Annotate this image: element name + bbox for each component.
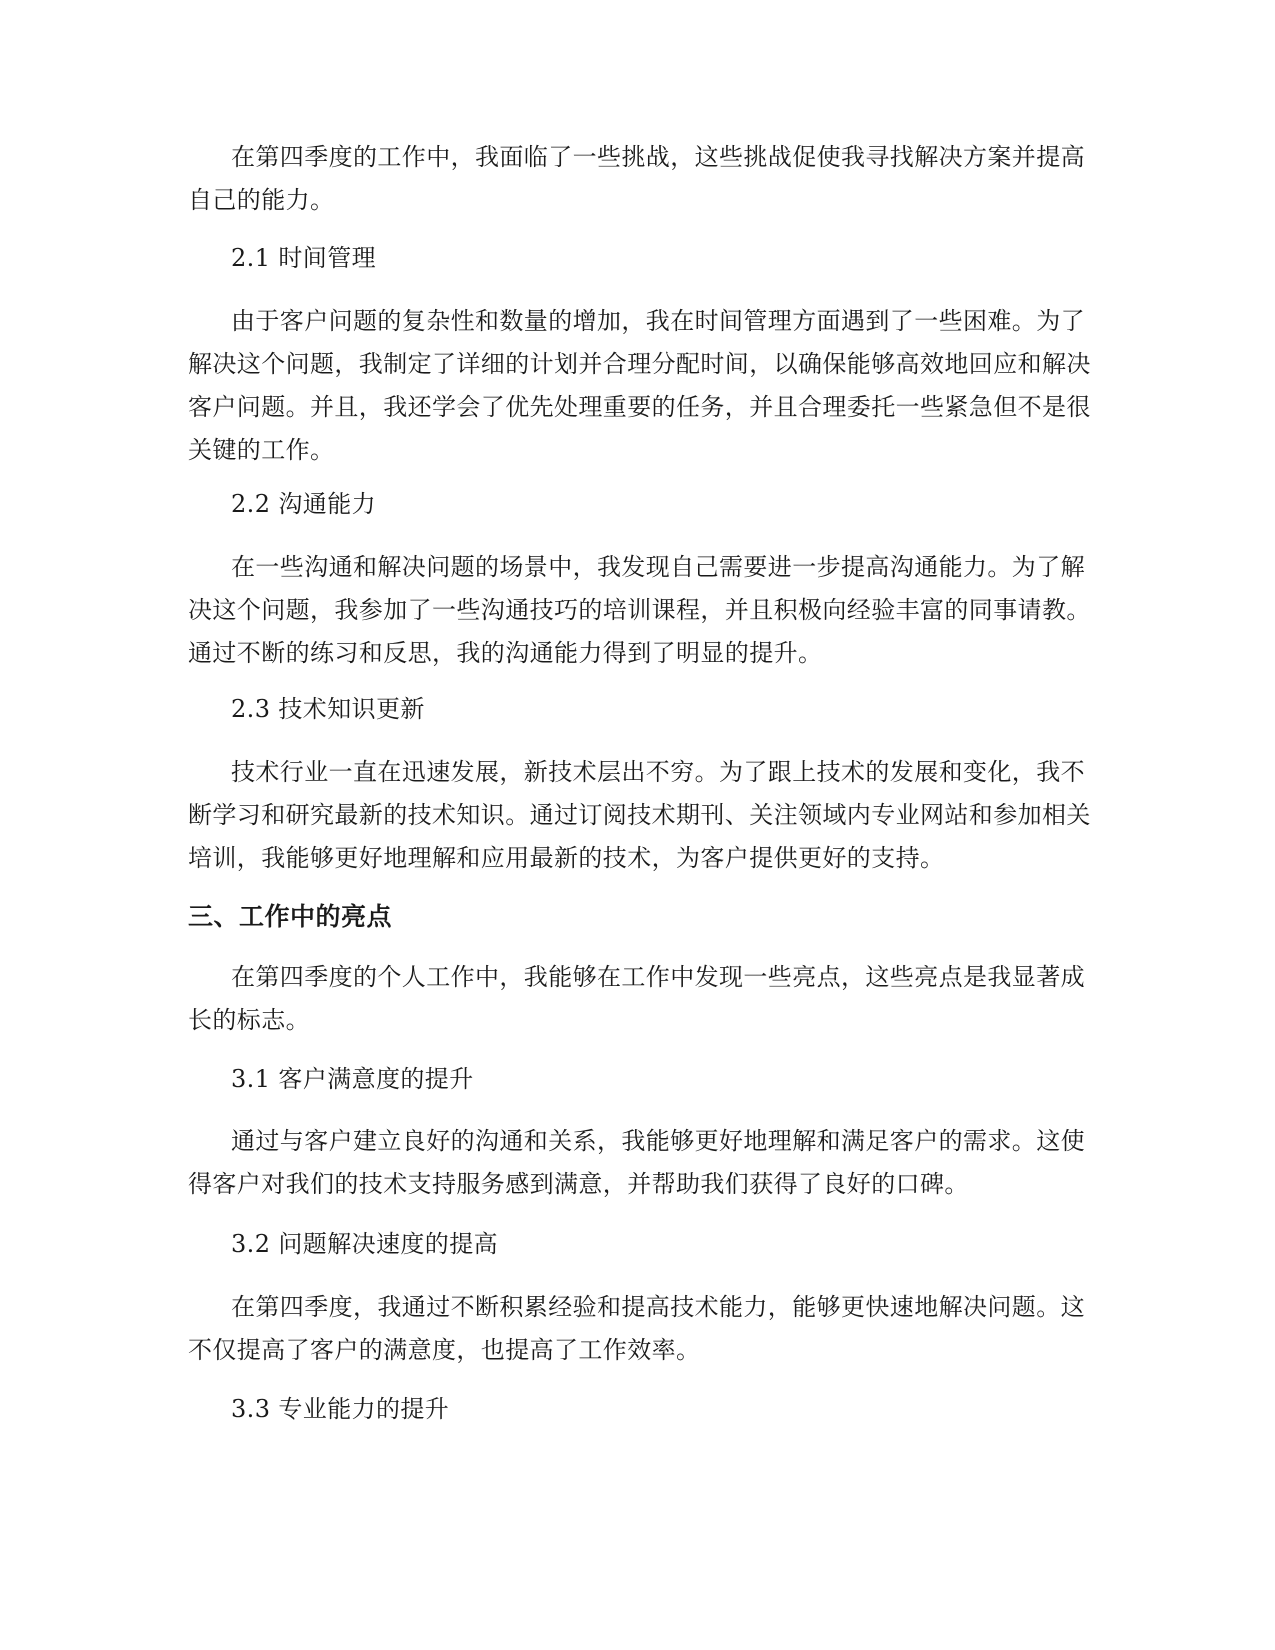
subheading-professional-ability: 3.3 专业能力的提升: [231, 1395, 450, 1423]
intro-challenges-paragraph: 在第四季度的工作中，我面临了一些挑战，这些挑战促使我寻找解决方案并提高自己的能力。: [188, 143, 1085, 214]
subheading-tech-knowledge: 2.3 技术知识更新: [231, 695, 425, 723]
time-management-paragraph: 由于客户问题的复杂性和数量的增加，我在时间管理方面遇到了一些困难。为了解决这个问题，我制定了详细的计划并合理分配时间，以确保能够高效地回应和解决客户问题。并且，我还学会了优先处理重要的任务，并且合理委托一些紧急但不是很关键的工作。: [188, 307, 1091, 464]
intro-highlights-paragraph: 在第四季度的个人工作中，我能够在工作中发现一些亮点，这些亮点是我显著成长的标志。: [188, 963, 1085, 1034]
communication-paragraph: 在一些沟通和解决问题的场景中，我发现自己需要进一步提高沟通能力。为了解决这个问题，我参加了一些沟通技巧的培训课程，并且积极向经验丰富的同事请教。通过不断的练习和反思，我的沟通能力得到了明显的提升。: [188, 553, 1091, 667]
subheading-time-management: 2.1 时间管理: [231, 244, 376, 272]
subheading-communication: 2.2 沟通能力: [231, 490, 376, 518]
resolution-speed-paragraph: 在第四季度，我通过不断积累经验和提高技术能力，能够更快速地解决问题。这不仅提高了客户的满意度，也提高了工作效率。: [188, 1293, 1085, 1364]
customer-satisfaction-paragraph: 通过与客户建立良好的沟通和关系，我能够更好地理解和满足客户的需求。这使得客户对我们的技术支持服务感到满意，并帮助我们获得了良好的口碑。: [188, 1127, 1085, 1198]
tech-knowledge-paragraph: 技术行业一直在迅速发展，新技术层出不穷。为了跟上技术的发展和变化，我不断学习和研究最新的技术知识。通过订阅技术期刊、关注领域内专业网站和参加相关培训，我能够更好地理解和应用最新的技术，为客户提供更好的支持。: [188, 758, 1091, 872]
section-heading-highlights: 三、工作中的亮点: [188, 902, 393, 931]
subheading-customer-satisfaction: 3.1 客户满意度的提升: [231, 1065, 474, 1093]
subheading-resolution-speed: 3.2 问题解决速度的提高: [231, 1230, 498, 1258]
